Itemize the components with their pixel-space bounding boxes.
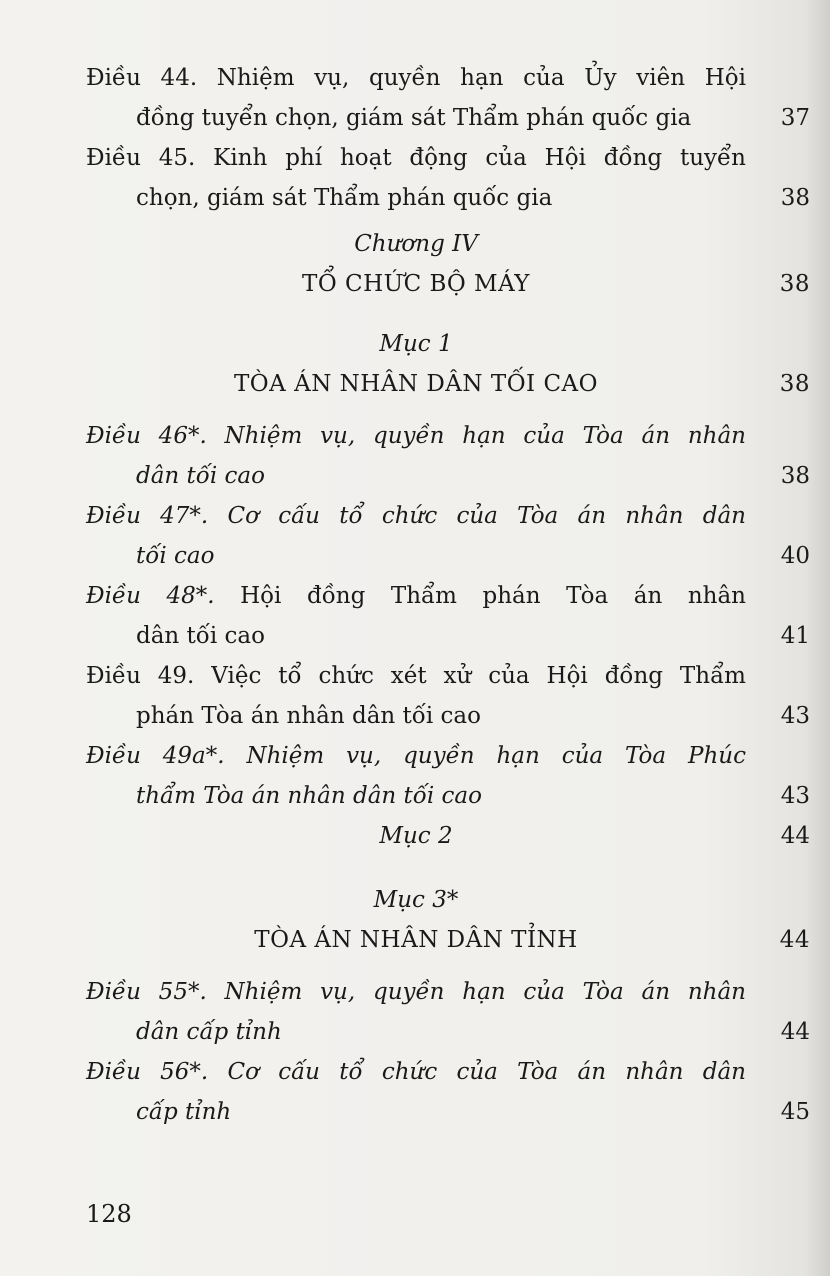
table-of-contents xyxy=(86,58,810,1132)
section1-title-row xyxy=(86,364,810,404)
toc-entry-line2: đồng tuyển chọn, giám sát Thẩm phán quốc gia xyxy=(136,105,692,131)
toc-entry-page: 37 xyxy=(780,105,810,131)
toc-entry xyxy=(86,58,810,138)
section3-title: TÒA ÁN NHÂN DÂN TỈNH xyxy=(254,927,578,953)
toc-entry-line2: dân cấp tỉnh xyxy=(136,1019,282,1045)
toc-entry xyxy=(86,972,810,1052)
section2-page: 44 xyxy=(780,823,810,849)
toc-entry-line2: phán Tòa án nhân dân tối cao xyxy=(136,703,481,729)
toc-entry xyxy=(86,576,810,656)
toc-entry-line1: Điều 56*. Cơ cấu tổ chức của Tòa án nhân dân xyxy=(86,1059,746,1085)
chapter-page: 38 xyxy=(779,271,810,297)
chapter-title-row xyxy=(86,264,810,304)
toc-entry xyxy=(86,138,810,218)
toc-entry xyxy=(86,656,810,736)
section3-title-row xyxy=(86,920,810,960)
toc-entry xyxy=(86,416,810,496)
toc-entry-line1: Điều 47*. Cơ cấu tổ chức của Tòa án nhân dân xyxy=(86,503,746,529)
page-number: 128 xyxy=(86,1200,132,1228)
section1-label: Mục 1 xyxy=(379,331,453,357)
toc-entry xyxy=(86,1052,810,1132)
toc-entry xyxy=(86,496,810,576)
section1-title: TÒA ÁN NHÂN DÂN TỐI CAO xyxy=(233,371,599,397)
toc-entry-line1: Điều 49a*. Nhiệm vụ, quyền hạn của Tòa Phúc xyxy=(86,743,746,769)
toc-entry-line2: thẩm Tòa án nhân dân tối cao xyxy=(136,783,482,809)
toc-entry-title: Hội đồng Thẩm phán Tòa án nhân xyxy=(214,583,746,609)
toc-entry-line2: dân tối cao xyxy=(136,623,265,649)
chapter-label: Chương IV xyxy=(354,231,478,257)
toc-entry-line1: Điều 55*. Nhiệm vụ, quyền hạn của Tòa án nhân xyxy=(86,979,746,1005)
toc-entry-page: 45 xyxy=(780,1099,810,1125)
toc-entry-page: 43 xyxy=(780,783,810,809)
toc-entry-page: 43 xyxy=(780,703,810,729)
toc-entry-line1: Điều 45. Kinh phí hoạt động của Hội đồng tuyển xyxy=(86,145,746,171)
section2-row xyxy=(86,816,810,856)
section2-label: Mục 2 xyxy=(379,823,453,849)
toc-entry-line2: chọn, giám sát Thẩm phán quốc gia xyxy=(136,185,553,211)
toc-entry-page: 38 xyxy=(780,185,810,211)
toc-entry-line2: tối cao xyxy=(136,543,215,569)
toc-entry-page: 38 xyxy=(780,463,810,489)
toc-entry-page: 41 xyxy=(780,623,810,649)
section1-page: 38 xyxy=(779,371,810,397)
toc-entry-line1 xyxy=(86,576,746,616)
section3-label: Mục 3* xyxy=(373,887,459,913)
toc-entry-page: 40 xyxy=(780,543,810,569)
toc-entry-line2: dân tối cao xyxy=(136,463,265,489)
toc-entry-line1: Điều 44. Nhiệm vụ, quyền hạn của Ủy viên Hội xyxy=(86,65,746,91)
toc-entry-line2: cấp tỉnh xyxy=(136,1099,232,1125)
toc-entry-line1: Điều 49. Việc tổ chức xét xử của Hội đồng Thẩm xyxy=(86,663,746,689)
toc-entry-article: Điều 48*. xyxy=(86,583,215,609)
toc-entry-page: 44 xyxy=(780,1019,810,1045)
toc-entry-line1: Điều 46*. Nhiệm vụ, quyền hạn của Tòa án nhân xyxy=(86,423,746,449)
section3-page: 44 xyxy=(779,927,810,953)
chapter-title: TỔ CHỨC BỘ MÁY xyxy=(302,271,530,297)
toc-entry xyxy=(86,736,810,816)
